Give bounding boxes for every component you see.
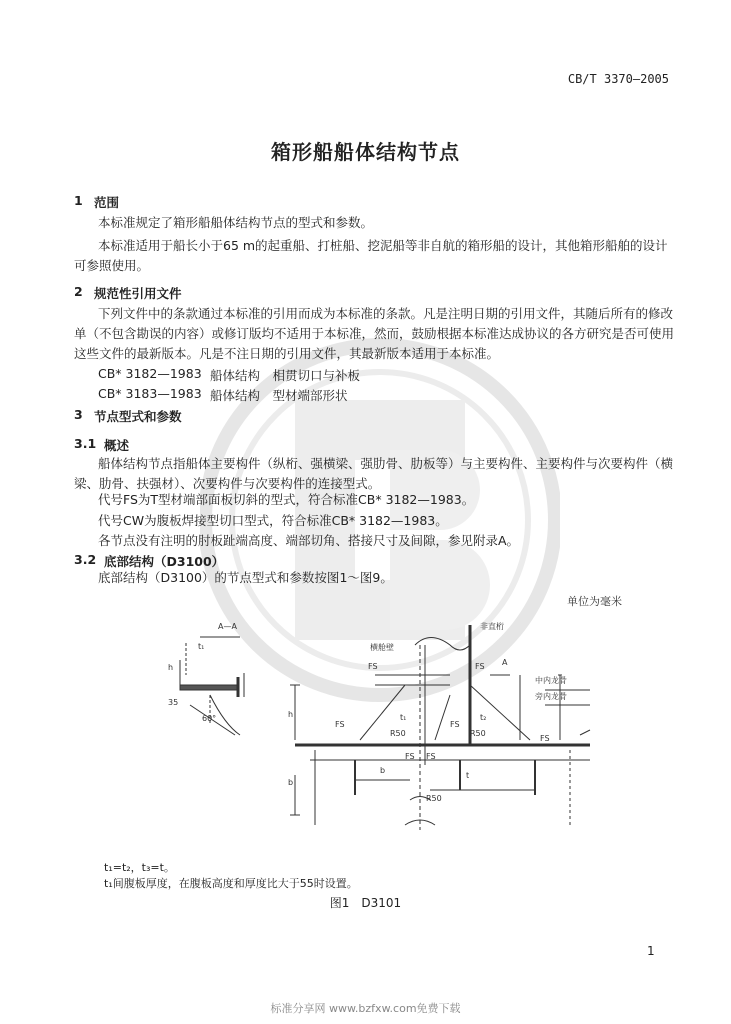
section-3-2-number: 3.2 bbox=[74, 552, 97, 567]
section-1-number: 1 bbox=[74, 193, 83, 208]
section-3-title: 节点型式和参数 bbox=[94, 409, 182, 424]
label-heng-gu: 横舱壁 bbox=[370, 643, 394, 652]
paragraph-7: 各节点没有注明的肘板趾端高度、端部切角、搭接尺寸及间隙，参见附录A。 bbox=[98, 533, 520, 548]
unit-note: 单位为毫米 bbox=[567, 595, 622, 608]
label-h-main: h bbox=[288, 710, 294, 719]
paragraph-3: 下列文件中的条款通过本标准的引用而成为本标准的条款。凡是注明日期的引用文件，其随后所有的修改单（不包含勘误的内容）或修订版均不适用于本标准，然而，鼓励根据本标准达成协议的各方研究是否可使用这些文件的最新版本。凡是不注日期的引用文件，其最新版本适用于本标准。 bbox=[74, 306, 675, 361]
label-fs-7: FS bbox=[426, 752, 436, 761]
label-h-aa: h bbox=[168, 663, 174, 672]
section-2-number: 2 bbox=[74, 284, 83, 299]
figure-note-2: t₁间腹板厚度，在腹板高度和厚度比大于55时设置。 bbox=[104, 877, 358, 890]
page-number: 1 bbox=[647, 944, 655, 958]
label-fs-4: FS bbox=[450, 720, 460, 729]
label-a: A bbox=[502, 658, 508, 667]
label-r50-3: R50 bbox=[426, 794, 442, 803]
section-3-1-number: 3.1 bbox=[74, 436, 97, 451]
standard-code: CB/T 3370—2005 bbox=[567, 72, 669, 86]
reference-2-code: CB* 3183—1983 bbox=[98, 386, 202, 401]
section-3-2-title: 底部结构（D3100） bbox=[104, 554, 225, 569]
label-fs-3: FS bbox=[335, 720, 345, 729]
reference-1-name: 船体结构 相贯切口与补板 bbox=[210, 368, 361, 383]
reference-1-code: CB* 3182—1983 bbox=[98, 366, 202, 381]
aa-flange bbox=[180, 685, 238, 690]
figure-d3101-drawing bbox=[150, 615, 600, 840]
label-jia-zhi: 非直桁 bbox=[480, 622, 504, 631]
section-2-title: 规范性引用文件 bbox=[94, 286, 182, 301]
label-pang-nei-long-gu: 旁内龙骨 bbox=[535, 692, 567, 701]
label-r50-1: R50 bbox=[390, 729, 406, 738]
label-t1-aa: t₁ bbox=[198, 642, 205, 651]
label-fs-2: FS bbox=[475, 662, 485, 671]
section-3-1-title: 概述 bbox=[104, 438, 130, 453]
label-fs-6: FS bbox=[405, 752, 415, 761]
section-1-title: 范围 bbox=[94, 195, 120, 210]
label-t: t bbox=[466, 771, 470, 780]
figure-note-1: t₁=t₂，t₃=t。 bbox=[104, 861, 175, 874]
label-aa: A—A bbox=[218, 622, 237, 631]
label-zhong-nei-long-gu: 中内龙骨 bbox=[535, 676, 567, 685]
reference-2-name: 船体结构 型材端部形状 bbox=[210, 388, 348, 403]
label-t2-main: t₂ bbox=[480, 713, 487, 722]
paragraph-8: 底部结构（D3100）的节点型式和参数按图1～图9。 bbox=[98, 570, 393, 585]
paragraph-4: 船体结构节点指船体主要构件（纵桁、强横梁、强肋骨、肋板等）与主要构件、主要构件与次要构件（横梁、肋骨、扶强材）、次要构件与次要构件的连接型式。 bbox=[74, 456, 674, 491]
label-t1-main: t₁ bbox=[400, 713, 407, 722]
label-fs-1: FS bbox=[368, 662, 378, 671]
page-title: 箱形船船体结构节点 bbox=[271, 140, 460, 164]
figure-notes bbox=[104, 860, 358, 892]
paragraph-2: 本标准适用于船长小于65 m的起重船、打桩船、挖泥船等非自航的箱形船的设计，其他箱形船舶的设计可参照使用。 bbox=[74, 238, 668, 273]
figure-caption: 图1 D3101 bbox=[329, 896, 402, 910]
section-3-number: 3 bbox=[74, 407, 83, 422]
label-60deg: 60° bbox=[202, 714, 217, 723]
label-35: 35 bbox=[168, 698, 179, 707]
label-b-vertical: b bbox=[288, 778, 294, 787]
label-fs-5: FS bbox=[540, 734, 550, 743]
paragraph-1: 本标准规定了箱形船船体结构节点的型式和参数。 bbox=[98, 215, 374, 230]
footer-source: 标准分享网 www.bzfxw.com免费下载 bbox=[270, 1002, 461, 1015]
label-r50-2: R50 bbox=[470, 729, 486, 738]
paragraph-6: 代号CW为腹板焊接型切口型式，符合标准CB* 3182—1983。 bbox=[98, 513, 448, 528]
paragraph-5: 代号FS为T型材端部面板切斜的型式，符合标准CB* 3182—1983。 bbox=[98, 492, 475, 507]
label-b: b bbox=[380, 766, 386, 775]
